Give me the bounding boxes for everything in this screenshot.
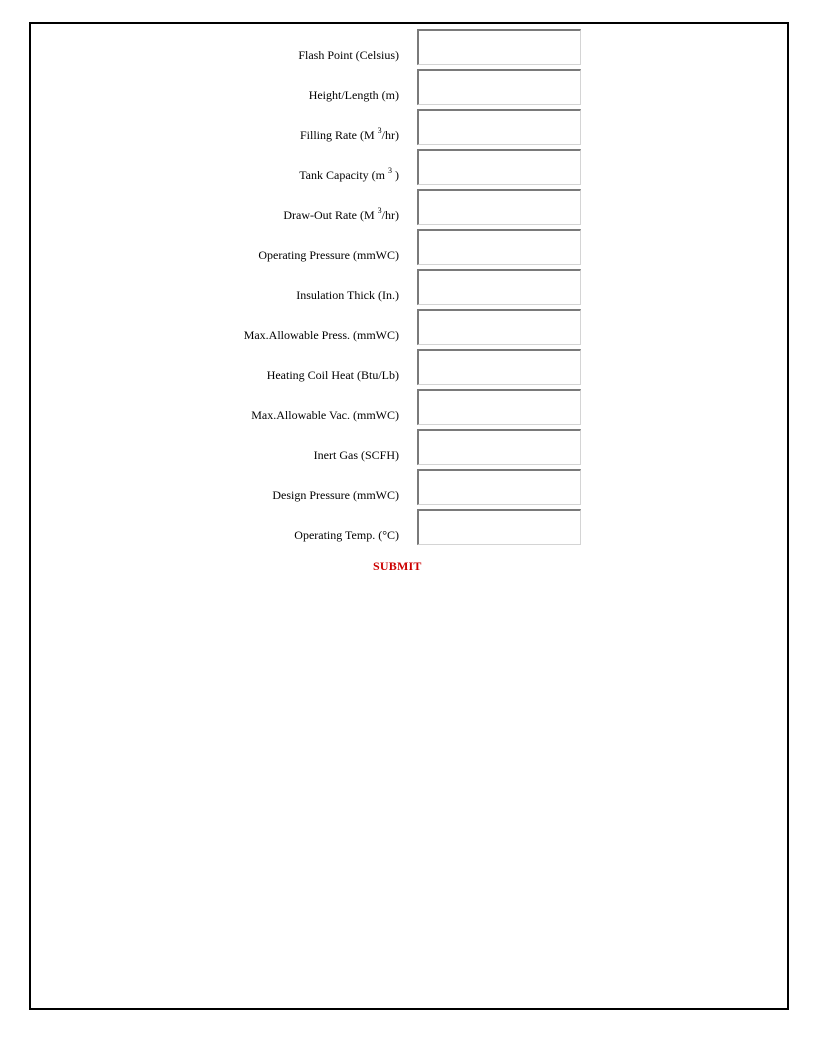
max-allowable-press-label: Max.Allowable Press. (mmWC) [243, 328, 399, 342]
operating-temp-label: Operating Temp. (°C) [294, 528, 399, 542]
filling-rate-label [300, 128, 399, 142]
tank-capacity-label-unit: ) [395, 168, 399, 182]
operating-temp-input[interactable] [417, 509, 581, 545]
form-row-design-pressure [31, 469, 787, 509]
tank-form [31, 29, 787, 549]
max-allowable-vac-input[interactable] [417, 389, 581, 425]
filling-rate-label-unit: /hr) [381, 128, 399, 142]
height-length-input[interactable] [417, 69, 581, 105]
flash-point-input[interactable] [417, 29, 581, 65]
inert-gas-input[interactable] [417, 429, 581, 465]
heating-coil-heat-input[interactable] [417, 349, 581, 385]
submit-button[interactable]: SUBMIT [373, 559, 422, 573]
inert-gas-label: Inert Gas (SCFH) [313, 448, 399, 462]
tank-capacity-label-sup: 3 [388, 166, 392, 175]
form-row-max-allowable-press [31, 309, 787, 349]
draw-out-rate-label [283, 208, 399, 222]
heating-coil-heat-label: Heating Coil Heat (Btu/Lb) [266, 368, 399, 382]
form-row-max-allowable-vac [31, 389, 787, 429]
form-row-heating-coil-heat [31, 349, 787, 389]
form-row-height-length [31, 69, 787, 109]
tank-capacity-label-text: Tank Capacity (m [299, 168, 385, 182]
form-row-flash-point [31, 29, 787, 69]
form-row-tank-capacity [31, 149, 787, 189]
form-row-draw-out-rate [31, 189, 787, 229]
operating-pressure-label: Operating Pressure (mmWC) [258, 248, 399, 262]
filling-rate-label-sup: 3 [377, 126, 382, 135]
operating-pressure-input[interactable] [417, 229, 581, 265]
design-pressure-label: Design Pressure (mmWC) [272, 488, 399, 502]
flash-point-label: Flash Point (Celsius) [298, 48, 399, 62]
insulation-thick-label: Insulation Thick (In.) [296, 288, 399, 302]
form-row-filling-rate [31, 109, 787, 149]
filling-rate-label-text: Filling Rate (M [300, 128, 375, 142]
design-pressure-input[interactable] [417, 469, 581, 505]
height-length-label: Height/Length (m) [308, 88, 399, 102]
page-frame [29, 22, 789, 1010]
form-row-operating-pressure [31, 229, 787, 269]
draw-out-rate-label-text: Draw-Out Rate (M [283, 208, 375, 222]
draw-out-rate-label-sup: 3 [377, 206, 382, 215]
draw-out-rate-label-unit: /hr) [381, 208, 399, 222]
insulation-thick-input[interactable] [417, 269, 581, 305]
max-allowable-press-input[interactable] [417, 309, 581, 345]
filling-rate-input[interactable] [417, 109, 581, 145]
form-row-operating-temp [31, 509, 787, 549]
tank-capacity-label [299, 168, 399, 182]
max-allowable-vac-label: Max.Allowable Vac. (mmWC) [251, 408, 399, 422]
form-row-insulation-thick [31, 269, 787, 309]
draw-out-rate-input[interactable] [417, 189, 581, 225]
tank-capacity-input[interactable] [417, 149, 581, 185]
form-row-inert-gas [31, 429, 787, 469]
